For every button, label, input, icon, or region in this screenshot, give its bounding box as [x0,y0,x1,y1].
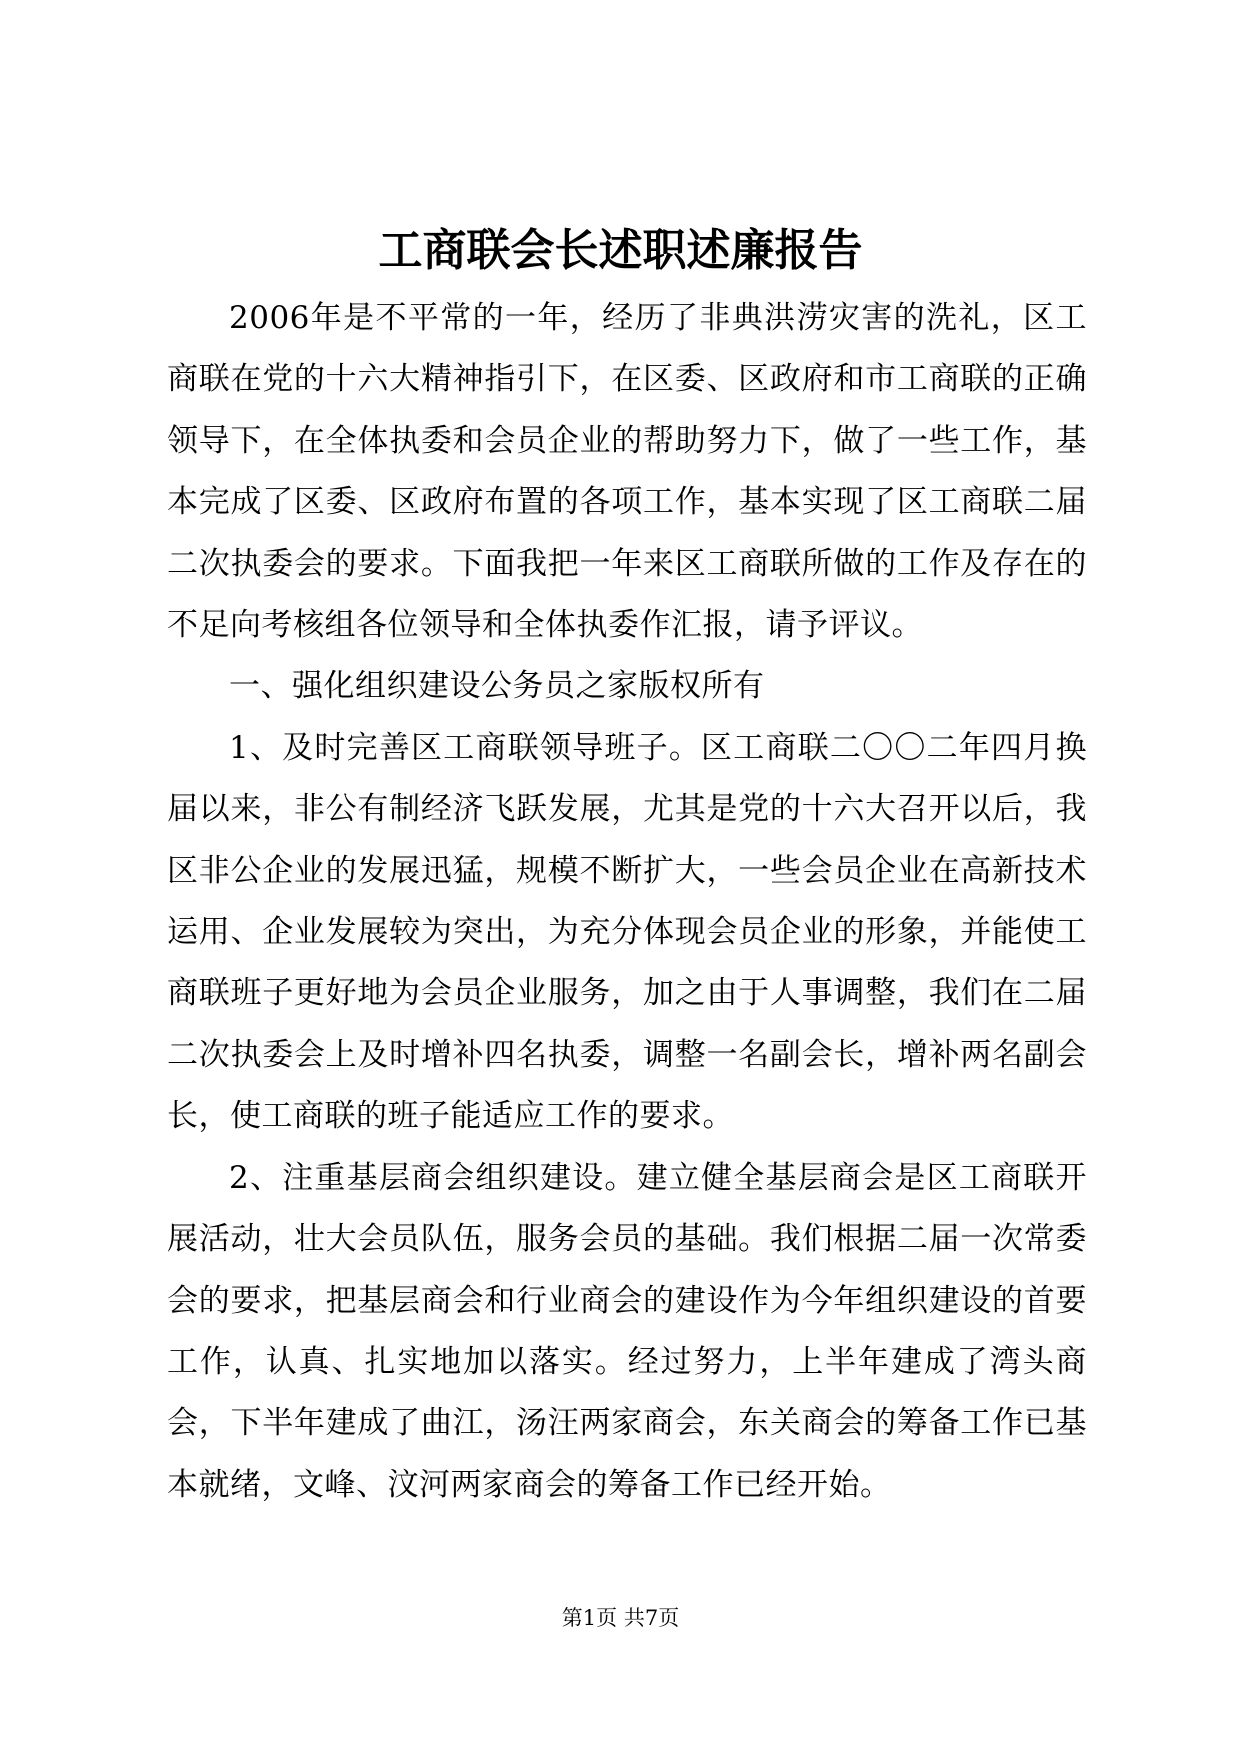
paragraph-intro: 2006年是不平常的一年，经历了非典洪涝灾害的洗礼，区工商联在党的十六大精神指引下，在区委、区政府和市工商联的正确领导下，在全体执委和会员企业的帮助努力下，做了一些工作，基本完成了区委、区政府布置的各项工作，基本实现了区工商联二届二次执委会的要求。下面我把一年来区工商联所做的工作及存在的不足向考核组各位领导和全体执委作汇报，请予评议。 [167,300,1087,644]
document-title: 工商联会长述职述廉报告 [378,225,863,276]
paragraph-item-2: 2、注重基层商会组织建设。建立健全基层商会是区工商联开展活动，壮大会员队伍，服务会员的基础。我们根据二届一次常委会的要求，把基层商会和行业商会的建设作为今年组织建设的首要工作，认真、扎实地加以落实。经过努力，上半年建成了湾头商会，下半年建成了曲江，汤汪两家商会，东关商会的筹备工作已基本就绪，文峰、汶河两家商会的筹备工作已经开始。 [167,1159,1087,1503]
page-number-footer: 第1页 共7页 [561,1606,680,1630]
paragraph-item-1: 1、及时完善区工商联领导班子。区工商联二〇〇二年四月换届以来，非公有制经济飞跃发展，尤其是党的十六大召开以后，我区非公企业的发展迅猛，规模不断扩大，一些会员企业在高新技术运用、企业发展较为突出，为充分体现会员企业的形象，并能使工商联班子更好地为会员企业服务，加之由于人事调整，我们在二届二次执委会上及时增补四名执委，调整一名副会长，增补两名副会长，使工商联的班子能适应工作的要求。 [167,729,1087,1135]
section-heading: 一、强化组织建设公务员之家版权所有 [229,668,765,705]
document-body [167,288,1087,1516]
